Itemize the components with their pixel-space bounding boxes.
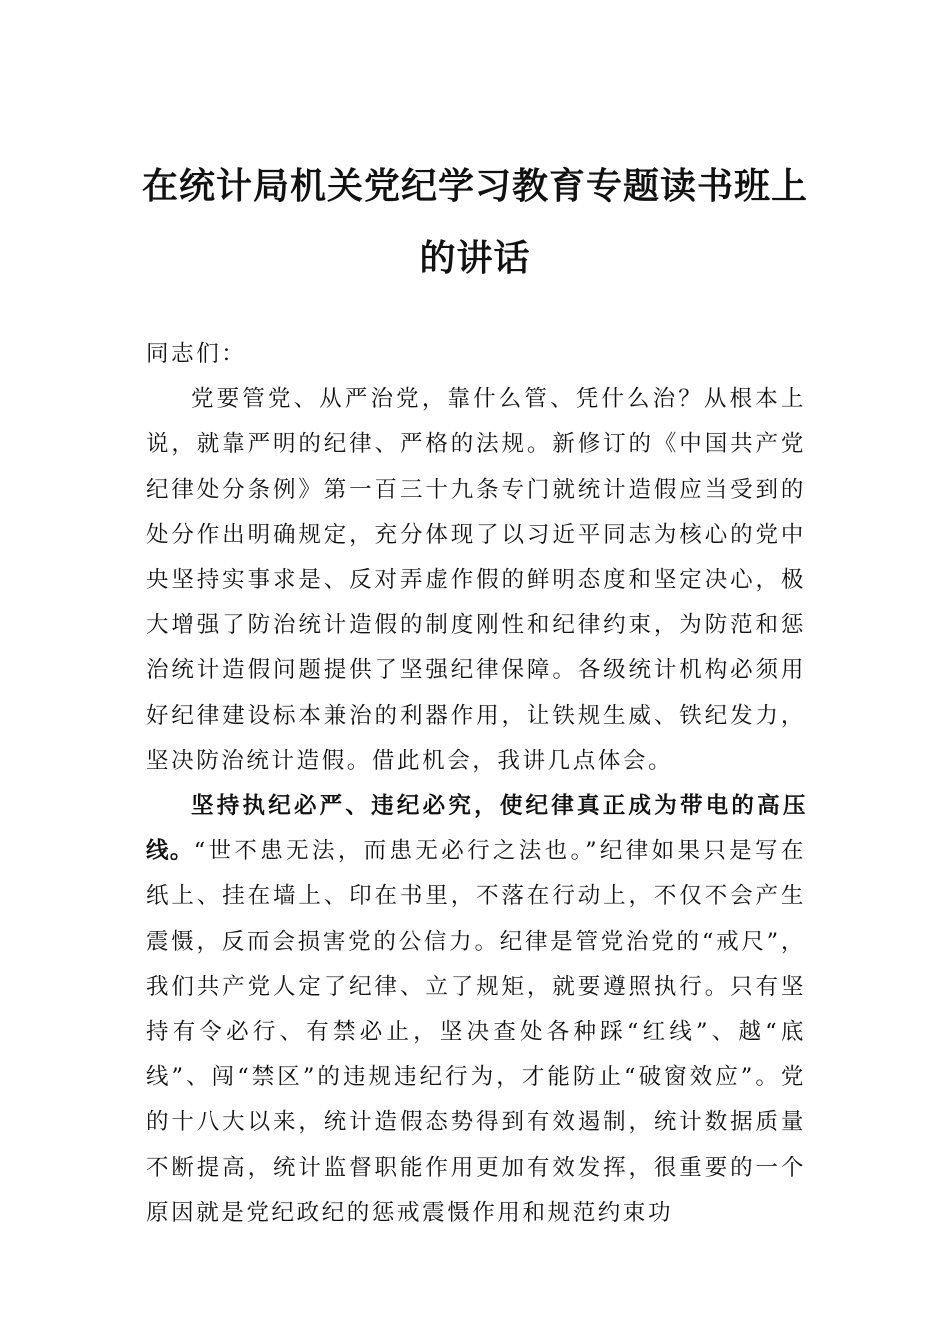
document-body — [146, 332, 806, 1236]
document-title — [120, 150, 830, 294]
paragraph-2-lead: 坚持执纪必严、违纪必究，使纪律真正成为带电的高压线。 — [146, 793, 806, 865]
salutation: 同志们： — [146, 341, 247, 367]
paragraph-2 — [146, 784, 806, 1236]
paragraph-2-body: “世不患无法，而患无必行之法也。”纪律如果只是写在纸上、挂在墙上、印在书里，不落在行动上，不仅不会产生震慑，反而会损害党的公信力。纪律是管党治党的“戒尺”，我们共产党人定了纪律、立了规矩，就要遵照执行。只有坚持有令必行、有禁必止，坚决查处各种踩“红线”、越“底线”、闯“禁区”的违规违纪行为，才能防止“破窗效应”。党的十八大以来，统计造假态势得到有效遏制，统计数据质量不断提高，统计监督职能作用更加有效发挥，很重要的一个原因就是党纪政纪的惩戒震慑作用和规范约束功 — [146, 838, 806, 1226]
title-line-1: 在统计局机关党纪学习教育专题读书班上 — [141, 165, 808, 207]
title-line-2: 的讲话 — [419, 237, 531, 279]
paragraph-1: 党要管党、从严治党，靠什么管、凭什么治？从根本上说，就靠严明的纪律、严格的法规。新修订的《中国共产党纪律处分条例》第一百三十九条专门就统计造假应当受到的处分作出明确规定，充分体现了以习近平同志为核心的党中央坚持实事求是、反对弄虚作假的鲜明态度和坚定决心，极大增强了防治统计造假的制度刚性和纪律约束，为防范和惩治统计造假问题提供了坚强纪律保障。各级统计机构必须用好纪律建设标本兼治的利器作用，让铁规生威、铁纪发力，坚决防治统计造假。借此机会，我讲几点体会。 — [146, 386, 806, 774]
